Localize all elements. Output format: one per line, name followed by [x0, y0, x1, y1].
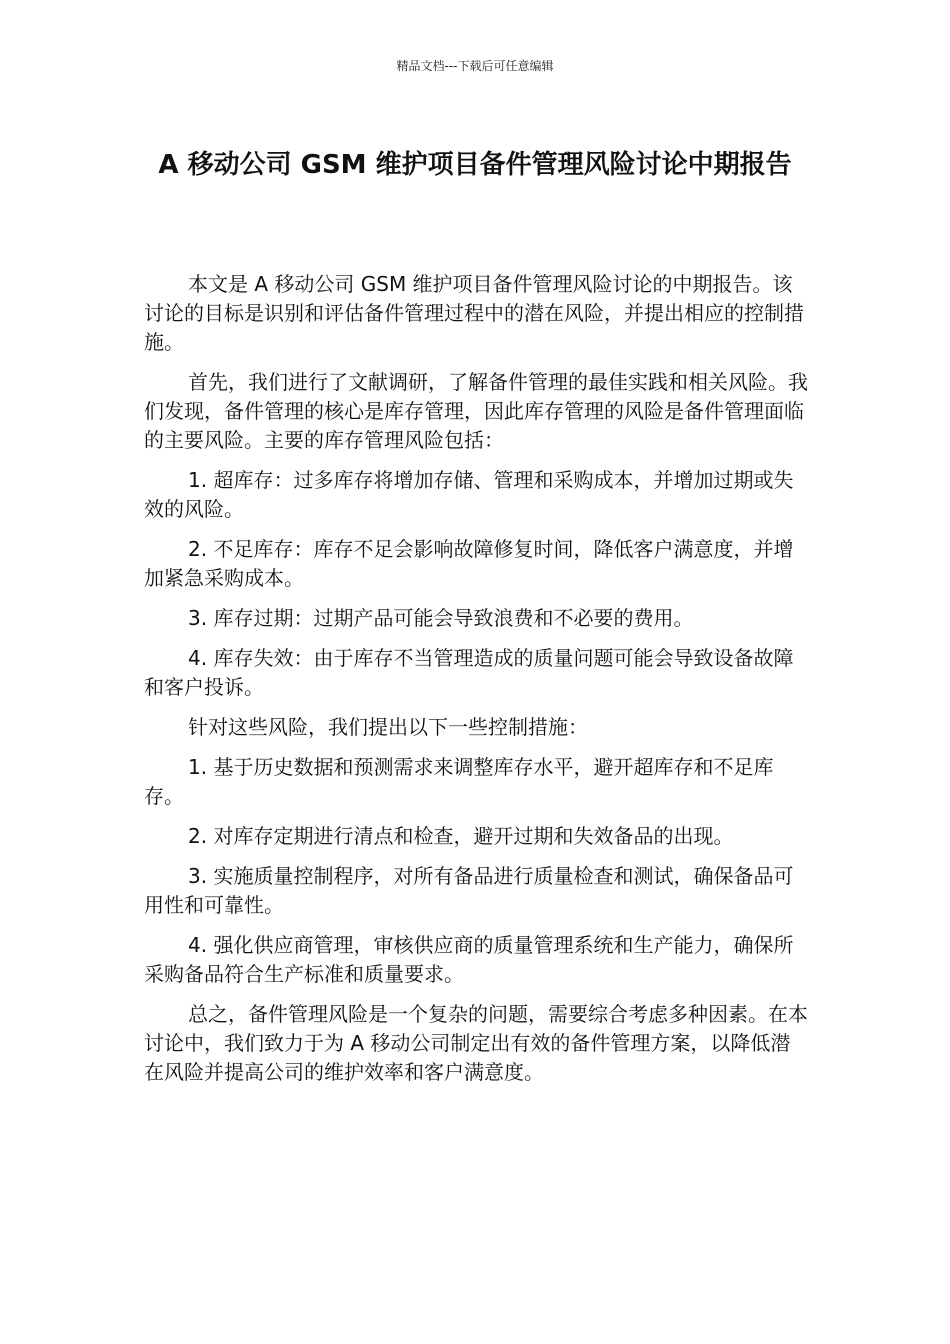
header-note: 精品文档---下载后可任意编辑 [396, 59, 554, 73]
measure-item-quality-control: 3. 实施质量控制程序，对所有备品进行质量检查和测试，确保备品可用性和可靠性。 [144, 864, 794, 917]
risk-item-failure: 4. 库存失效：由于库存不当管理造成的质量问题可能会导致设备故障和客户投诉。 [144, 646, 794, 699]
measure-item-inventory-level: 1. 基于历史数据和预测需求来调整库存水平，避开超库存和不足库存。 [144, 755, 774, 808]
risk-item-understock: 2. 不足库存：库存不足会影响故障修复时间，降低客户满意度，并增加紧急采购成本。 [144, 537, 794, 590]
document-title: A 移动公司 GSM 维护项目备件管理风险讨论中期报告 [158, 150, 792, 180]
risk-item-expired: 3. 库存过期：过期产品可能会导致浪费和不必要的费用。 [188, 606, 694, 630]
paragraph-measures-intro: 针对这些风险，我们提出以下一些控制措施： [188, 715, 588, 739]
paragraph-intro: 本文是 A 移动公司 GSM 维护项目备件管理风险讨论的中期报告。该讨论的目标是识别和评估备件管理过程中的潜在风险，并提出相应的控制措施。 [144, 272, 804, 354]
measure-item-supplier: 4. 强化供应商管理，审核供应商的质量管理系统和生产能力，确保所采购备品符合生产标准和质量要求。 [144, 933, 794, 986]
document-body [144, 270, 808, 1098]
measure-item-stocktake: 2. 对库存定期进行清点和检查，避开过期和失效备品的出现。 [188, 824, 734, 848]
paragraph-conclusion: 总之，备件管理风险是一个复杂的问题，需要综合考虑多种因素。在本讨论中，我们致力于为 A 移动公司制定出有效的备件管理方案，以降低潜在风险并提高公司的维护效率和客户满意度。 [144, 1002, 808, 1084]
paragraph-research: 首先，我们进行了文献调研，了解备件管理的最佳实践和相关风险。我们发现，备件管理的核心是库存管理，因此库存管理的风险是备件管理面临的主要风险。主要的库存管理风险包括： [144, 370, 808, 452]
risk-item-overstock: 1. 超库存：过多库存将增加存储、管理和采购成本，并增加过期或失效的风险。 [144, 468, 794, 521]
